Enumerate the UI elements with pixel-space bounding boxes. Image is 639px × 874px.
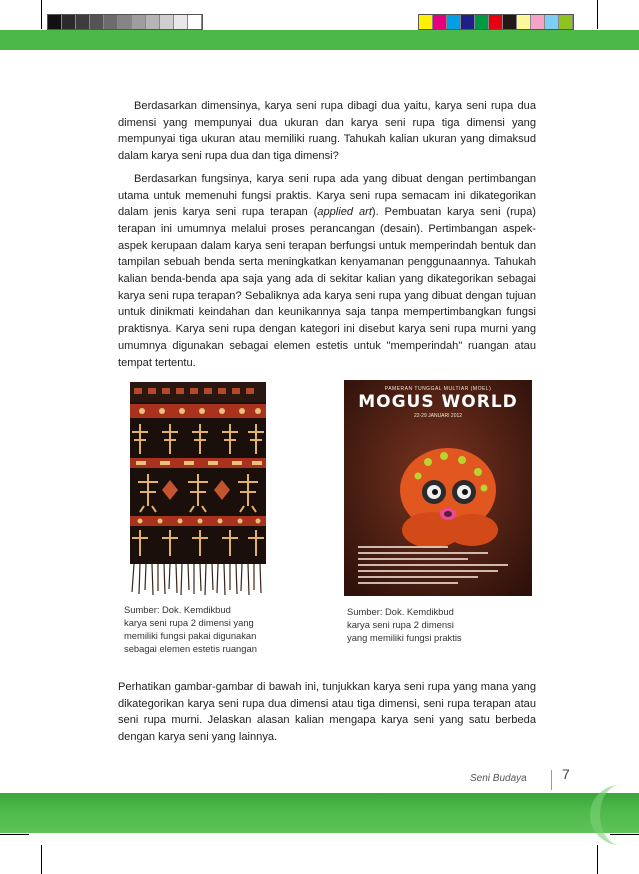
body-text [118, 98, 536, 377]
footer-decoration [590, 785, 639, 845]
swatch [146, 15, 160, 29]
caption-line: memiliki fungsi pakai digunakan [124, 630, 257, 641]
paragraph-functions-part1: Berdasarkan fungsinya, karya seni rupa ada yang dibuat dengan pertimbangan utama untuk memenuhi fungsi praktis. Karya seni rupa semacam ini dikategorikan dalam jenis karya seni rupa terapan ( [118, 172, 536, 219]
crop-mark [597, 0, 598, 29]
paragraph-functions [118, 171, 536, 371]
caption-line: sebagai elemen estetis ruangan [124, 643, 257, 654]
caption-left [124, 603, 257, 655]
caption-right [347, 605, 462, 644]
crop-mark [41, 0, 42, 29]
header-band [0, 30, 639, 50]
caption-line: karya seni rupa 2 dimensi yang [124, 617, 254, 628]
swatch [90, 15, 104, 29]
swatch [531, 15, 545, 29]
swatch [419, 15, 433, 29]
swatch [48, 15, 62, 29]
applied-art-term: applied art [317, 206, 372, 219]
caption-line: yang memiliki fungsi praktis [347, 632, 462, 643]
swatch [62, 15, 76, 29]
swatch [104, 15, 118, 29]
caption-source: Sumber: Dok. Kemdikbud [124, 604, 231, 615]
color-swatch-strip [418, 14, 574, 30]
swatch [503, 15, 517, 29]
swatch [559, 15, 573, 29]
gray-swatch-strip [47, 14, 203, 30]
swatch [433, 15, 447, 29]
swatch [132, 15, 146, 29]
swatch [174, 15, 188, 29]
mogus-world-poster [344, 380, 532, 596]
footer-divider [551, 770, 552, 790]
poster-date: 22-29 JANUARI 2012 [413, 413, 463, 419]
body-text-closing [118, 679, 536, 752]
swatch [447, 15, 461, 29]
swatch [188, 15, 202, 29]
footer-band [0, 793, 639, 833]
swatch [76, 15, 90, 29]
swatch [475, 15, 489, 29]
ikat-textile-illustration [118, 380, 278, 600]
ikat-textile-image [118, 380, 278, 600]
caption-source: Sumber: Dok. Kemdikbud [347, 606, 454, 617]
swatch [545, 15, 559, 29]
swatch [489, 15, 503, 29]
crop-mark [597, 845, 598, 874]
swatch [461, 15, 475, 29]
paragraph-functions-part2: ). Pembuatan karya seni (rupa) terapan ini umumnya melalui proses perancangan (desain). Pertimbangan aspek-aspek kerupaan dalam karya seni terapan berfungsi untuk memperindah bentuk dan tampilan sebuah benda serta meningkatkan kenyamanan penggunaannya. Tahukah kalian benda-benda apa saja yang ada di sekitar kalian yang dikategorikan sebagai karya seni rupa terapan? Sebaliknya ada karya seni rupa yang dibuat dengan tujuan untuk dinikmati keindahan dan keunikannya saja tanpa mempertimbangkan fungsi praktisnya. Karya seni rupa dengan kategori ini disebut karya seni rupa murni yang umumnya digunakan sebagai elemen estetis untuk "memperindah" ruangan atau tempat tertentu. [118, 206, 537, 369]
page-number: 7 [562, 766, 570, 782]
footer-book-title: Seni Budaya [470, 773, 527, 784]
crop-mark [41, 845, 42, 874]
poster-header: PAMERAN TUNGGAL MULTIAR (MOEL) [384, 386, 492, 392]
swatch [160, 15, 174, 29]
paragraph-instructions: Perhatikan gambar-gambar di bawah ini, tunjukkan karya seni rupa yang mana yang dikategorikan karya seni rupa dua dimensi atau tiga dimensi, seni rupa terapan atau seni rupa murni. Jelaskan alasan kalian mengapa karya seni yang satu berbeda dengan karya seni yang lainnya. [118, 681, 536, 744]
poster-title: MOGUS WORLD [358, 392, 518, 412]
swatch [517, 15, 531, 29]
paragraph-dimensions: Berdasarkan dimensinya, karya seni rupa dibagi dua yaitu, karya seni rupa dua dimensi yang mempunyai dua ukuran dan karya seni rupa tiga dimensi yang mempunyai tiga ukuran atau memiliki ruang. Tahukah kalian ukuran yang dimaksud dalam karya seni rupa dua dan tiga dimensi? [118, 100, 536, 163]
crop-mark [0, 834, 29, 835]
caption-line: karya seni rupa 2 dimensi [347, 619, 454, 630]
swatch [118, 15, 132, 29]
